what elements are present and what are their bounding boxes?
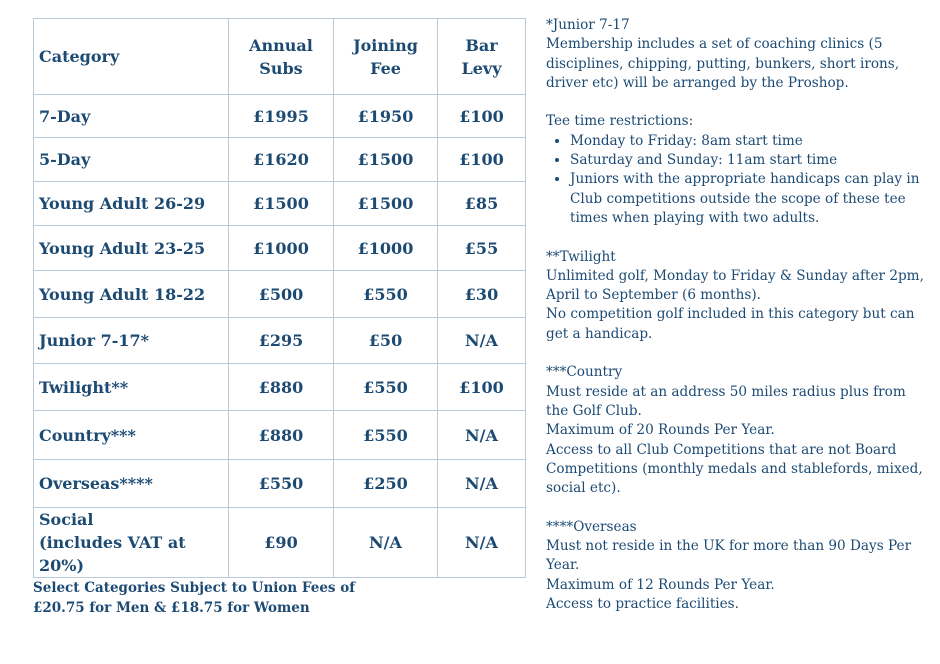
cell-category: Young Adult 26-29 [34,182,229,226]
cell-joining-fee: £1500 [334,138,438,182]
table-row [34,182,526,226]
note-twilight-line: Unlimited golf, Monday to Friday & Sunday after 2pm, April to September (6 months). [546,267,924,304]
cell-category: Junior 7-17* [34,318,229,364]
table-row [34,364,526,411]
note-junior [546,16,931,228]
cell-category: Young Adult 23-25 [34,226,229,271]
note-overseas [546,518,931,614]
note-country-title: ***Country [546,364,623,381]
table-row [34,95,526,138]
header-joining-fee [334,19,438,95]
cell-joining-fee: £1000 [334,226,438,271]
cell-joining-fee: £550 [334,271,438,318]
cell-joining-fee: £1500 [334,182,438,226]
note-overseas-title: ****Overseas [546,518,637,535]
header-category: Category [34,19,229,95]
cell-category: Country*** [34,411,229,460]
note-overseas-line: Maximum of 12 Rounds Per Year. [546,576,775,593]
list-item: • Monday to Friday: 8am start time [570,132,931,151]
cell-category: Overseas**** [34,460,229,508]
cell-bar-levy: N/A [438,411,526,460]
cell-annual-subs: £880 [229,364,334,411]
cell-bar-levy: £85 [438,182,526,226]
table-row [34,460,526,508]
cell-annual-subs: £295 [229,318,334,364]
cell-annual-subs: £1500 [229,182,334,226]
note-country-line: Access to all Club Competitions that are not Board Competitions (monthly medals and stablefords, mixed, social etc). [546,441,923,497]
header-bar-levy-line2: Levy [461,58,502,78]
cell-bar-levy: N/A [438,318,526,364]
cell-category: 5-Day [34,138,229,182]
note-twilight-line: No competition golf included in this category but can get a handicap. [546,306,915,342]
table-row [34,271,526,318]
cell-joining-fee: £1950 [334,95,438,138]
note-twilight-title: **Twilight [546,248,616,265]
cell-annual-subs: £90 [229,508,334,578]
category-notes [546,16,931,614]
header-annual-subs-line2: Subs [259,58,303,78]
cell-bar-levy: N/A [438,508,526,578]
table-row [34,138,526,182]
cell-joining-fee: N/A [334,508,438,578]
header-annual-subs-line1: Annual [249,35,313,55]
cell-joining-fee: £550 [334,411,438,460]
cell-category-line1: Social [39,510,94,529]
cell-joining-fee: £250 [334,460,438,508]
cell-bar-levy: £30 [438,271,526,318]
cell-annual-subs: £880 [229,411,334,460]
table-row [34,508,526,578]
note-overseas-line: Access to practice facilities. [546,595,739,612]
cell-bar-levy: £55 [438,226,526,271]
union-fees-note-line2: £20.75 for Men & £18.75 for Women [33,600,310,616]
cell-category: 7-Day [34,95,229,138]
note-junior-body: Membership includes a set of coaching clinics (5 disciplines, chipping, putting, bunkers, short irons, driver etc) will be arranged by the Proshop. [546,36,900,91]
cell-category: Twilight** [34,364,229,411]
header-joining-fee-line2: Fee [370,58,401,78]
header-bar-levy-line1: Bar [465,35,498,55]
list-item: • Juniors with the appropriate handicaps can play in Club competitions outside the scope of these tee times when playing with two adults. [570,170,931,228]
table-header-row [34,19,526,95]
table-row [34,411,526,460]
cell-bar-levy: £100 [438,95,526,138]
list-item: • Saturday and Sunday: 11am start time [570,151,931,170]
note-twilight [546,248,931,344]
cell-annual-subs: £1995 [229,95,334,138]
cell-joining-fee: £550 [334,364,438,411]
union-fees-note [33,578,355,618]
note-country-line: Must reside at an address 50 miles radius plus from the Golf Club. [546,383,906,419]
header-bar-levy [438,19,526,95]
cell-annual-subs: £1620 [229,138,334,182]
header-joining-fee-line1: Joining [353,35,418,55]
cell-annual-subs: £500 [229,271,334,318]
cell-category-line2: (includes VAT at 20%) [39,533,186,575]
tee-restrictions-list [546,132,931,228]
cell-annual-subs: £550 [229,460,334,508]
note-junior-title: *Junior 7-17 [546,17,630,33]
cell-category: Young Adult 18-22 [34,271,229,318]
cell-category [34,508,229,578]
membership-fees-table [33,18,526,578]
note-junior-tee-title: Tee time restrictions: [546,113,694,130]
union-fees-note-line1: Select Categories Subject to Union Fees of [33,580,356,596]
cell-bar-levy: £100 [438,138,526,182]
cell-bar-levy: N/A [438,460,526,508]
cell-bar-levy: £100 [438,364,526,411]
note-country [546,363,931,498]
table-row [34,226,526,271]
cell-joining-fee: £50 [334,318,438,364]
cell-annual-subs: £1000 [229,226,334,271]
header-annual-subs [229,19,334,95]
table-row [34,318,526,364]
note-overseas-line: Must not reside in the UK for more than 90 Days Per Year. [546,538,912,574]
note-country-line: Maximum of 20 Rounds Per Year. [546,422,775,439]
